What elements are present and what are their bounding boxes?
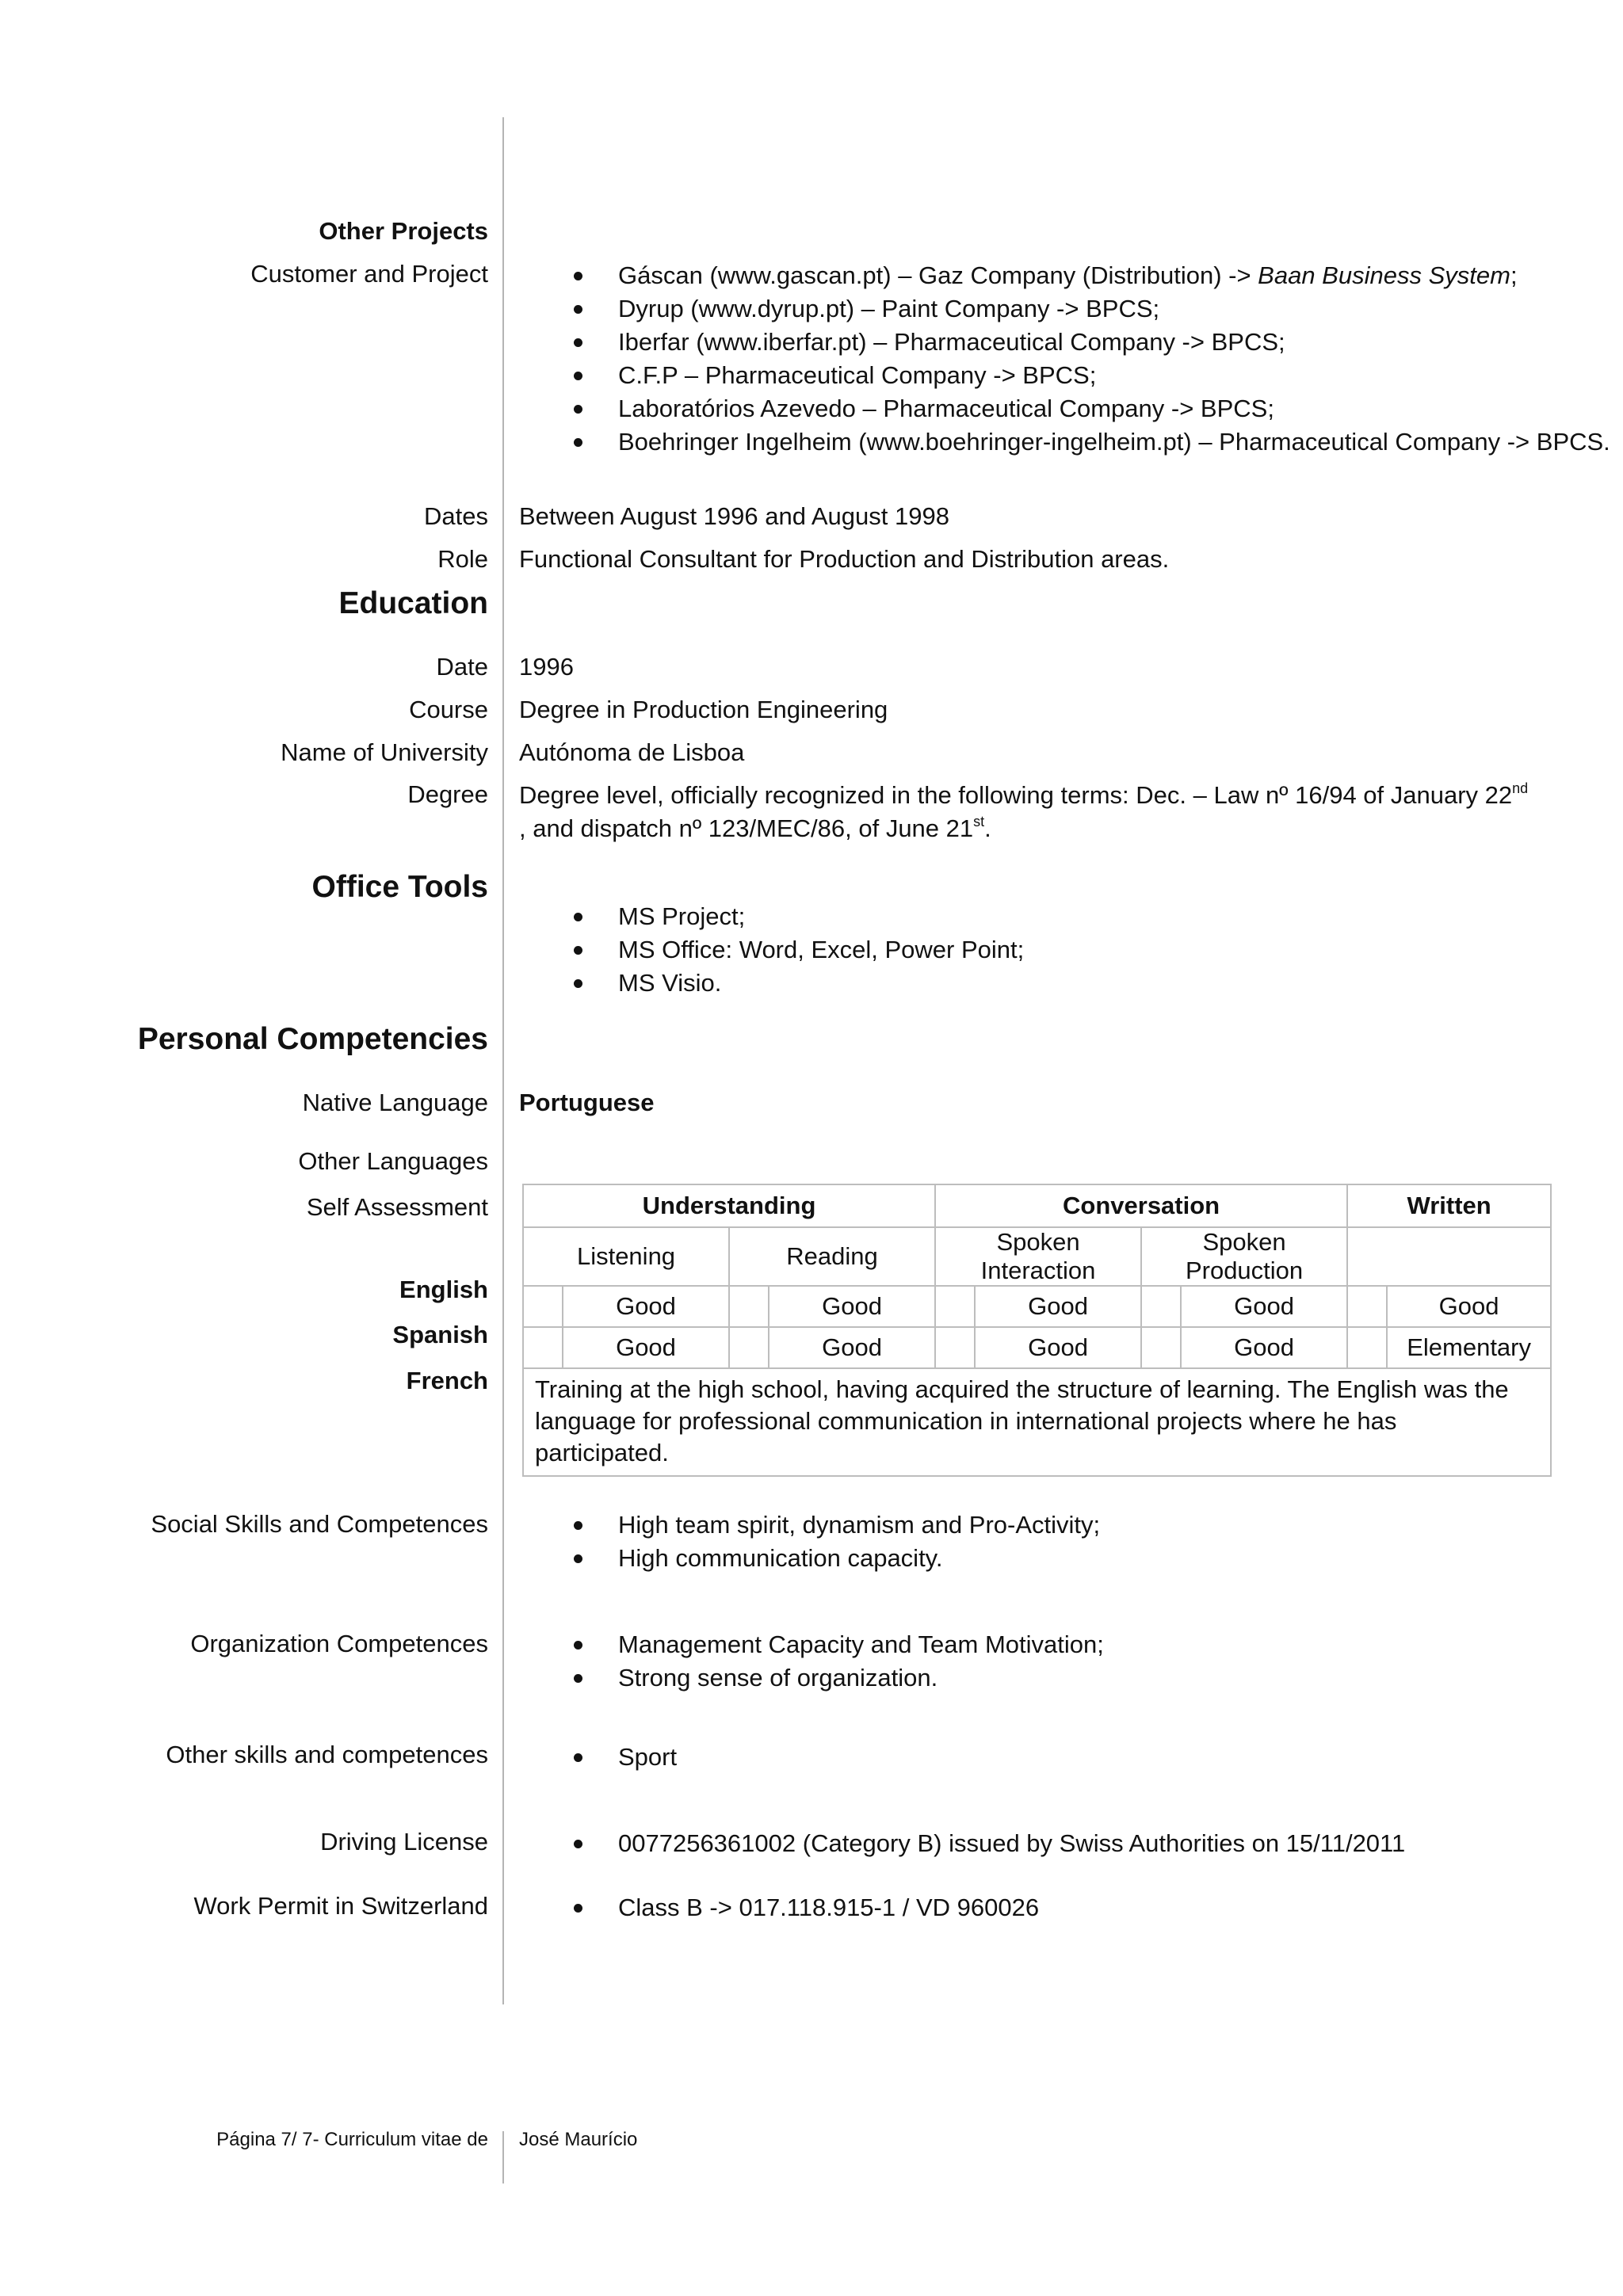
level-code-cell [1141, 1286, 1181, 1327]
french-label: French [406, 1367, 488, 1394]
table-subheader-row [523, 1227, 1551, 1286]
work-permit-list [555, 1891, 1039, 1924]
table-cell: Good [769, 1286, 935, 1327]
other-skills-list [555, 1741, 677, 1774]
reading-header: Reading [729, 1227, 935, 1286]
driving-license-list [555, 1827, 1405, 1860]
list-item: Laboratórios Azevedo – Pharmaceutical Company -> BPCS; [555, 392, 1610, 425]
level-code-cell [729, 1327, 769, 1368]
table-cell: Good [1387, 1286, 1551, 1327]
table-cell: Good [769, 1327, 935, 1368]
level-code-cell [1347, 1286, 1387, 1327]
list-item: Sport [555, 1741, 677, 1774]
table-header-row [523, 1184, 1551, 1227]
table-row [523, 1286, 1551, 1327]
driving-license-label: Driving License [320, 1828, 488, 1855]
university-label: Name of University [281, 738, 488, 766]
course-value: Degree in Production Engineering [519, 696, 888, 723]
social-skills-label: Social Skills and Competences [151, 1510, 488, 1538]
table-cell: Good [1181, 1327, 1347, 1368]
organization-list [555, 1628, 1104, 1695]
table-cell: Good [563, 1286, 729, 1327]
table-cell: Good [975, 1327, 1141, 1368]
table-cell: Good [1181, 1286, 1347, 1327]
table-row [523, 1327, 1551, 1368]
other-skills-label: Other skills and competences [166, 1741, 488, 1768]
list-item: Class B -> 017.118.915-1 / VD 960026 [555, 1891, 1039, 1924]
list-item: 0077256361002 (Category B) issued by Swiss Authorities on 15/11/2011 [555, 1827, 1405, 1860]
language-assessment-table [522, 1184, 1552, 1477]
spanish-label: Spanish [392, 1321, 488, 1348]
university-value: Autónoma de Lisboa [519, 738, 745, 766]
column-divider [502, 117, 504, 2004]
table-row [523, 1368, 1551, 1476]
table-cell: Good [975, 1286, 1141, 1327]
dates-value: Between August 1996 and August 1998 [519, 502, 949, 530]
level-code-cell [729, 1286, 769, 1327]
list-item: High team spirit, dynamism and Pro-Activity; [555, 1508, 1100, 1542]
personal-competencies-heading: Personal Competencies [137, 1022, 488, 1056]
course-label: Course [409, 696, 488, 723]
list-item: Gáscan (www.gascan.pt) – Gaz Company (Distribution) -> Baan Business System; [555, 259, 1610, 292]
footer-author-name: José Maurício [519, 2129, 638, 2150]
listening-header: Listening [523, 1227, 729, 1286]
level-code-cell [523, 1327, 563, 1368]
office-tools-list [555, 900, 1024, 1000]
footer-page-info: Página 7/ 7- Curriculum vitae de [216, 2129, 488, 2150]
education-date-label: Date [436, 653, 488, 681]
level-code-cell [935, 1286, 975, 1327]
list-item: MS Office: Word, Excel, Power Point; [555, 933, 1024, 967]
french-note: Training at the high school, having acquired the structure of learning. The English was the language for professional communication in international projects where he has participated. [523, 1368, 1551, 1476]
role-value: Functional Consultant for Production and Distribution areas. [519, 545, 1170, 573]
table-cell: Good [563, 1327, 729, 1368]
office-tools-heading: Office Tools [311, 870, 488, 904]
other-projects-heading: Other Projects [319, 217, 488, 245]
spoken-production-header: Spoken Production [1141, 1227, 1347, 1286]
list-item: Boehringer Ingelheim (www.boehringer-ingelheim.pt) – Pharmaceutical Company -> BPCS. [555, 425, 1610, 459]
customer-project-list [555, 259, 1610, 459]
degree-value: Degree level, officially recognized in the following terms: Dec. – Law nº 16/94 of January 22nd , and dispatch nº 123/MEC/86, of June 21st. [519, 780, 1529, 842]
level-code-cell [523, 1286, 563, 1327]
list-item: Dyrup (www.dyrup.pt) – Paint Company -> BPCS; [555, 292, 1610, 326]
english-label: English [399, 1276, 488, 1303]
customer-project-label: Customer and Project [250, 260, 488, 288]
native-language-label: Native Language [302, 1089, 488, 1116]
table-cell: Elementary [1387, 1327, 1551, 1368]
written-header: Written [1347, 1184, 1551, 1227]
list-item: Strong sense of organization. [555, 1661, 1104, 1695]
spoken-interaction-header: Spoken Interaction [935, 1227, 1141, 1286]
list-item: MS Visio. [555, 967, 1024, 1000]
list-item: Iberfar (www.iberfar.pt) – Pharmaceutical Company -> BPCS; [555, 326, 1610, 359]
education-date-value: 1996 [519, 653, 574, 681]
education-heading: Education [338, 586, 488, 620]
other-languages-label: Other Languages [298, 1147, 488, 1175]
conversation-header: Conversation [935, 1184, 1347, 1227]
list-item: Management Capacity and Team Motivation; [555, 1628, 1104, 1661]
work-permit-label: Work Permit in Switzerland [193, 1892, 488, 1920]
level-code-cell [935, 1327, 975, 1368]
organization-label: Organization Competences [190, 1630, 488, 1657]
list-item: C.F.P – Pharmaceutical Company -> BPCS; [555, 359, 1610, 392]
list-item: MS Project; [555, 900, 1024, 933]
list-item: High communication capacity. [555, 1542, 1100, 1575]
role-label: Role [437, 545, 488, 573]
self-assessment-label: Self Assessment [306, 1193, 488, 1221]
level-code-cell [1347, 1327, 1387, 1368]
written-subheader [1347, 1227, 1551, 1286]
degree-label: Degree [407, 780, 488, 808]
social-skills-list [555, 1508, 1100, 1575]
footer-divider [502, 2131, 504, 2183]
native-language-value: Portuguese [519, 1089, 655, 1116]
dates-label: Dates [424, 502, 488, 530]
level-code-cell [1141, 1327, 1181, 1368]
understanding-header: Understanding [523, 1184, 935, 1227]
